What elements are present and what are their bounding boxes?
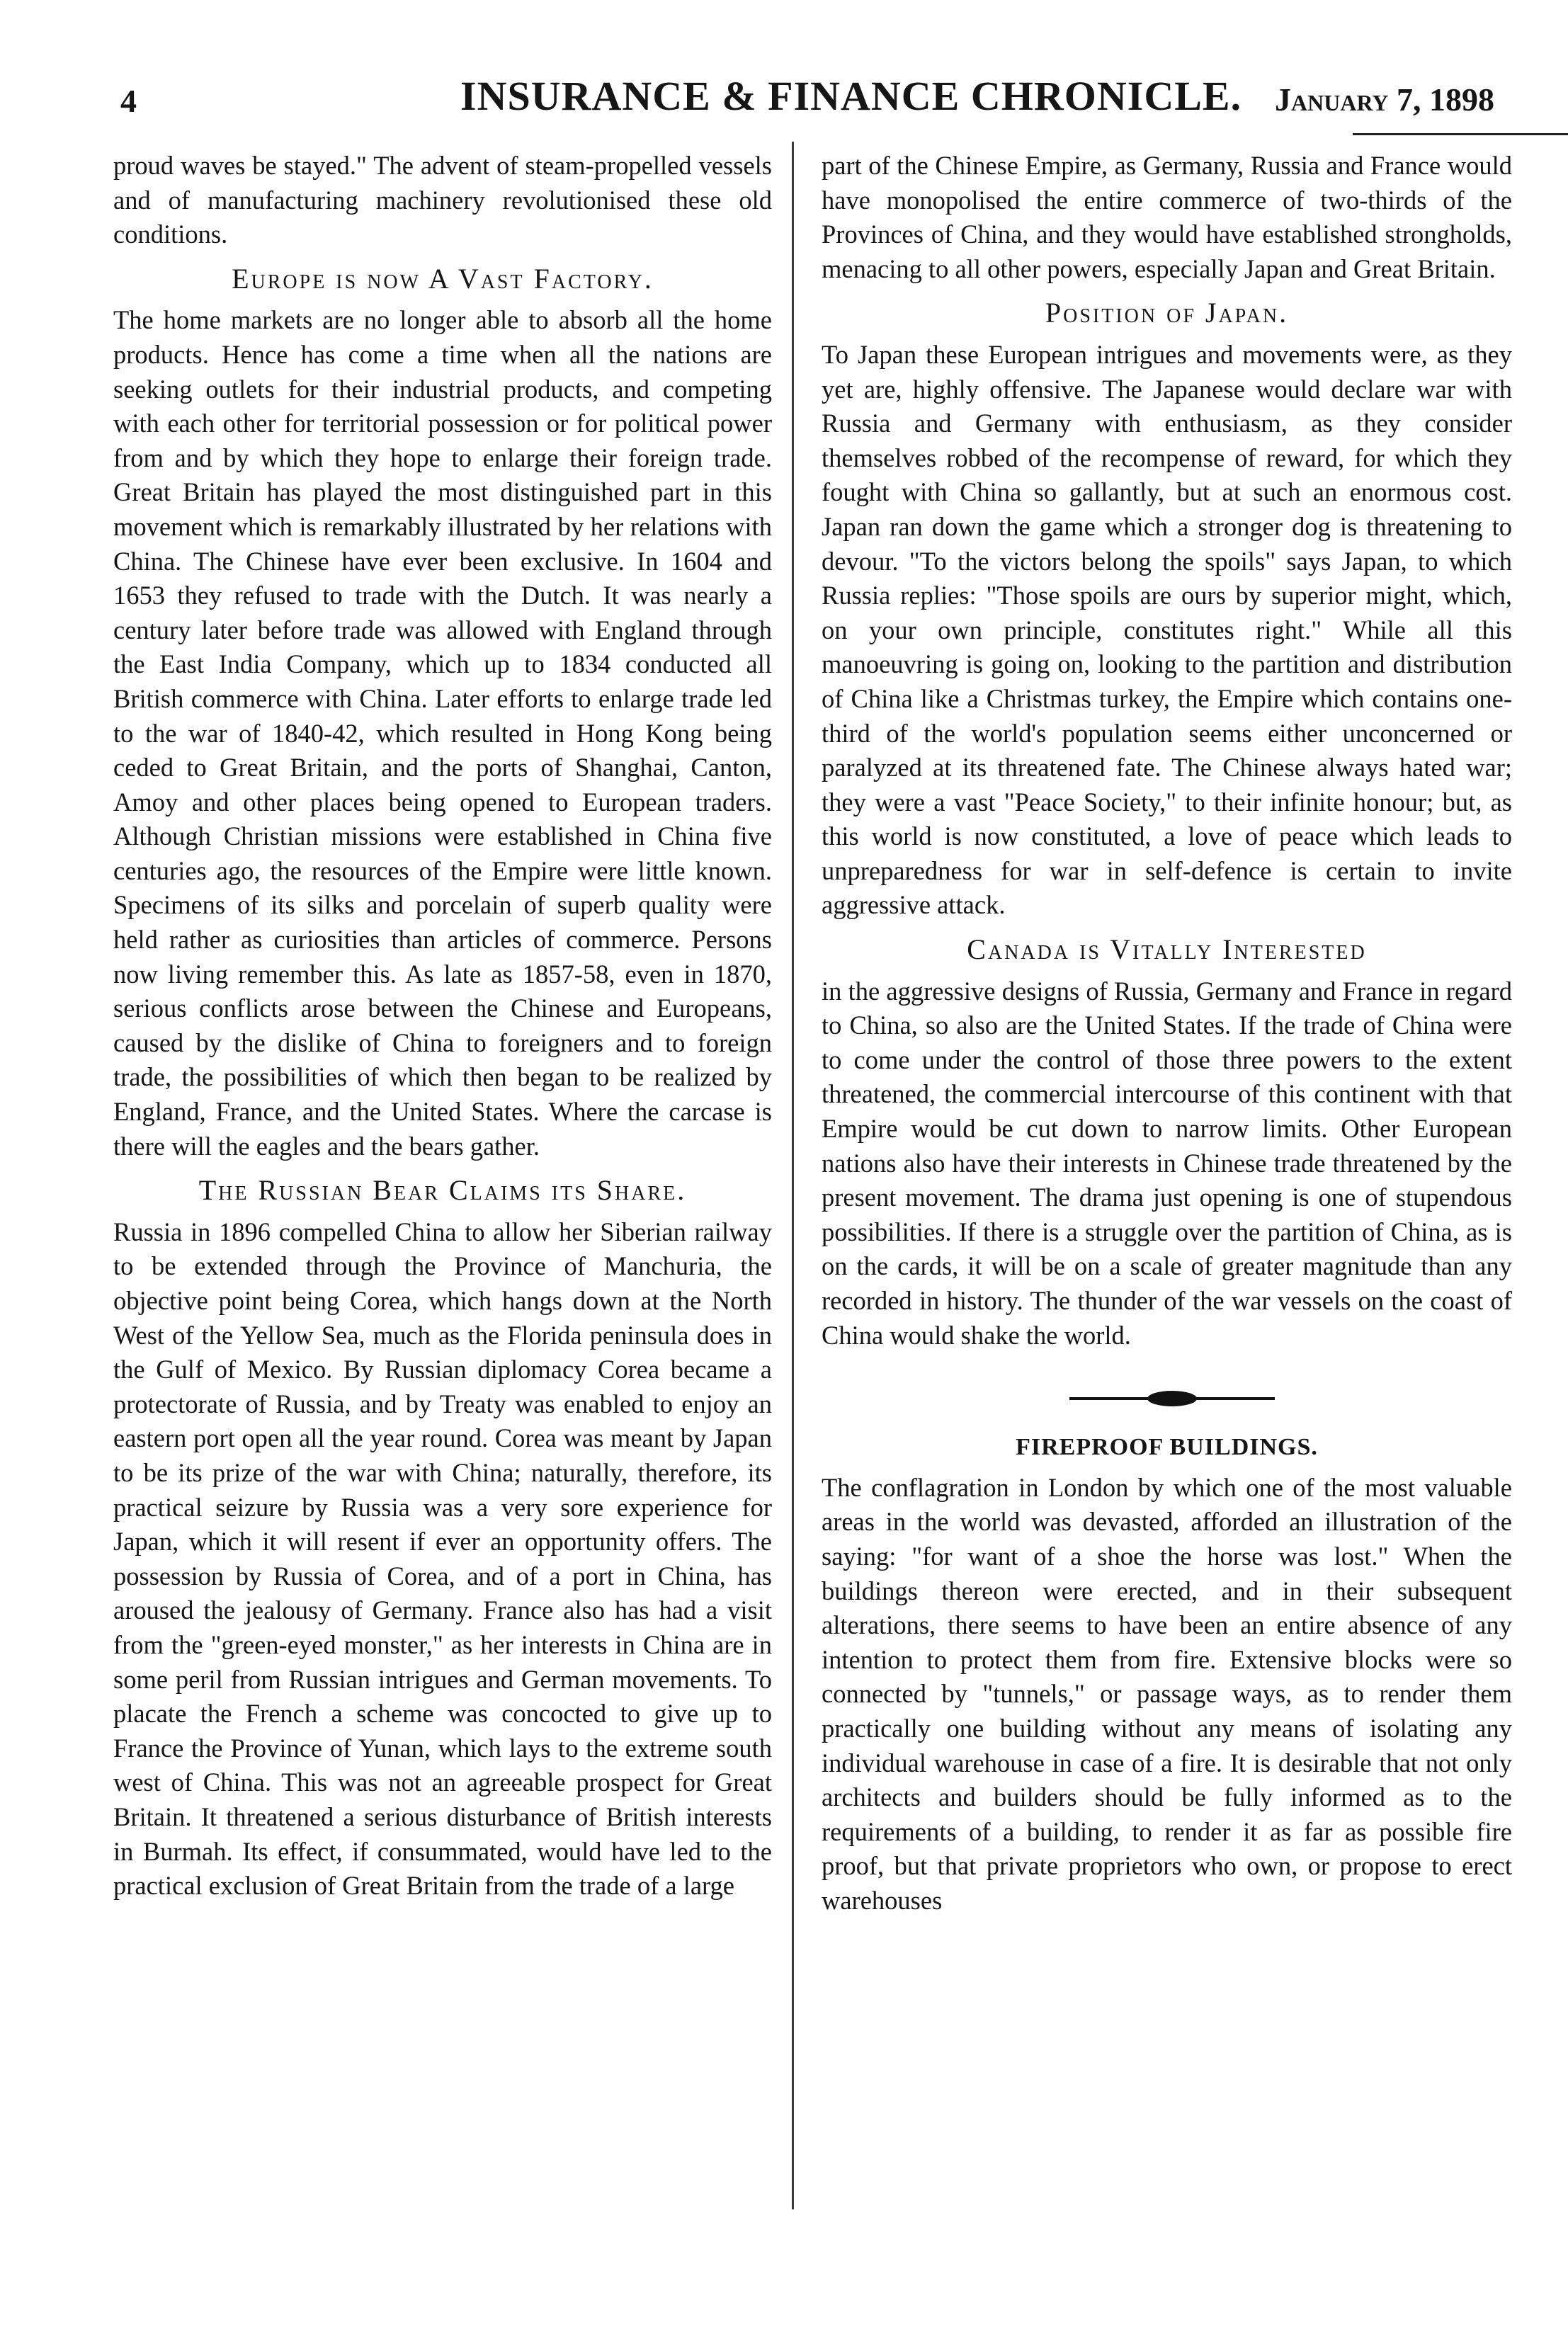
page-header <box>85 69 1494 126</box>
page-number: 4 <box>120 83 137 119</box>
right-column <box>822 149 1512 2287</box>
left-paragraph-2: The home markets are no longer able to absorb all the home products. Hence has come a time when all the nations are seeking outlets for their industrial products, and competing with each other for territorial possession or for political power from and by which they hope to enlarge their foreign trade. Great Britain has played the most distinguished part in this movement which is remarkably illustrated by her relations with China. The Chinese have ever been exclusive. In 1604 and 1653 they refused to trade with the Dutch. It was nearly a century later before trade was allowed with England through the East India Company, which up to 1834 conducted all British commerce with China. Later efforts to enlarge trade led to the war of 1840-42, which resulted in Hong Kong being ceded to Great Britain, and the ports of Shanghai, Canton, Amoy and other places being opened to European traders. Although Christian missions were established in China five centuries ago, the resources of the Empire were little known. Specimens of its silks and porcelain of superb quality were held rather as curiosities than articles of commerce. Persons now living remember this. As late as 1857-58, even in 1870, serious conflicts arose between the Chinese and Europeans, caused by the dislike of China to foreigners and to foreign trade, the possibilities of which then began to be realized by England, France, and the United States. Where the carcase is there will the eagles and the bears gather. <box>113 305 772 1161</box>
header-rule <box>1353 133 1568 135</box>
right-paragraph-3: in the aggressive designs of Russia, Germany and France in regard to China, so also are the United States. If the trade of China were to come under the control of those three powers to the extent threatened, the commercial intercourse of this continent with that Empire would be cut down to narrow limits. Other European nations also have their interests in Chinese trade threatened by the present movement. The drama just opening is one of stupendous possibilities. If there is a struggle over the partition of China, as is on the cards, it will be on a scale of greater magnitude than any recorded in history. The thunder of the war vessels on the coast of China would shake the world. <box>822 976 1512 1350</box>
heading-fireproof-buildings: FIREPROOF BUILDINGS. <box>1016 1434 1318 1461</box>
heading-position-of-japan: Position of Japan. <box>1045 297 1289 329</box>
left-column <box>113 149 772 2188</box>
left-paragraph-1: proud waves be stayed." The advent of steam-propelled vessels and of manufacturing machinery revolutionised these old conditions. <box>113 151 772 249</box>
right-paragraph-4: The conflagration in London by which one of the most valuable areas in the world was devasted, afforded an illustration of the saying: "for want of a shoe the horse was lost." When the buildings thereon were erected, and in their subsequent alterations, there seems to have been an entire absence of any intention to protect them from fire. Extensive blocks were so connected by "tunnels," or passage ways, as to render them practically one building without any means of isolating any individual warehouse in case of a fire. It is desirable that not only architects and builders should be fully informed as to the requirements of a building, to render it as far as possible fire proof, but that private proprietors who own, or propose to erect warehouses <box>822 1472 1512 1915</box>
right-paragraph-1: part of the Chinese Empire, as Germany, Russia and France would have monopolised the entire commerce of two-thirds of the Provinces of China, and they would have established strongholds, menacing to all other powers, especially Japan and Great Britain. <box>822 151 1512 283</box>
publication-title: INSURANCE & FINANCE CHRONICLE. <box>460 73 1242 119</box>
heading-canada-interested: Canada is Vitally Interested <box>967 933 1367 966</box>
heading-russian-bear: The Russian Bear Claims its Share. <box>198 1174 687 1207</box>
ornament-center-icon <box>1147 1391 1197 1406</box>
left-paragraph-3: Russia in 1896 compelled China to allow her Siberian railway to be extended through the Province of Manchuria, the objective point being Corea, which hangs down at the North West of the Yellow Sea, much as the Florida peninsula does in the Gulf of Mexico. By Russian diplomacy Corea became a protectorate of Russia, and by Treaty was enabled to enjoy an eastern port open all the year round. Corea was meant by Japan to be its prize of the war with China; naturally, therefore, its practical seizure by Russia was a very sore experience for Japan, which it will resent if ever an opportunity offers. The possession by Russia of Corea, and of a port in China, has aroused the jealousy of Germany. France also has had a visit from the "green-eyed monster," as her interests in China are in some peril from Russian intrigues and German movements. To placate the French a scheme was concocted to give up to France the Province of Yunan, which lays to the extreme south west of China. This was not an agreeable prospect for Great Britain. It threatened a serious disturbance of British interests in Burmah. Its effect, if consummated, would have led to the practical exclusion of Great Britain from the trade of a large <box>113 1217 772 1901</box>
right-paragraph-2: To Japan these European intrigues and movements were, as they yet are, highly offensive. The Japanese would declare war with Russia and Germany with enthusiasm, as they consider themselves robbed of the recompense of reward, for which they fought with China so gallantly, but at such an enormous cost. Japan ran down the game which a stronger dog is threatening to devour. "To the victors belong the spoils" says Japan, to which Russia replies: "Those spoils are ours by superior might, which, on your own principle, constitutes right." While all this manoeuvring is going on, looking to the partition and distribution of China like a Christmas turkey, the Empire which contains one-third of the world's population seems either unconcerned or paralyzed at its threatened fate. The Chinese always hated war; they were a vast "Peace Society," to their infinite honour; but, as this world is now constituted, a love of peace which leads to unpreparedness for war in self-defence is certain to invite aggressive attack. <box>822 339 1512 920</box>
section-ornament <box>822 1381 1512 1416</box>
issue-date: January 7, 1898 <box>1275 81 1495 118</box>
column-divider <box>792 142 794 2209</box>
heading-europe-vast-factory: Europe is now A Vast Factory. <box>232 262 654 295</box>
